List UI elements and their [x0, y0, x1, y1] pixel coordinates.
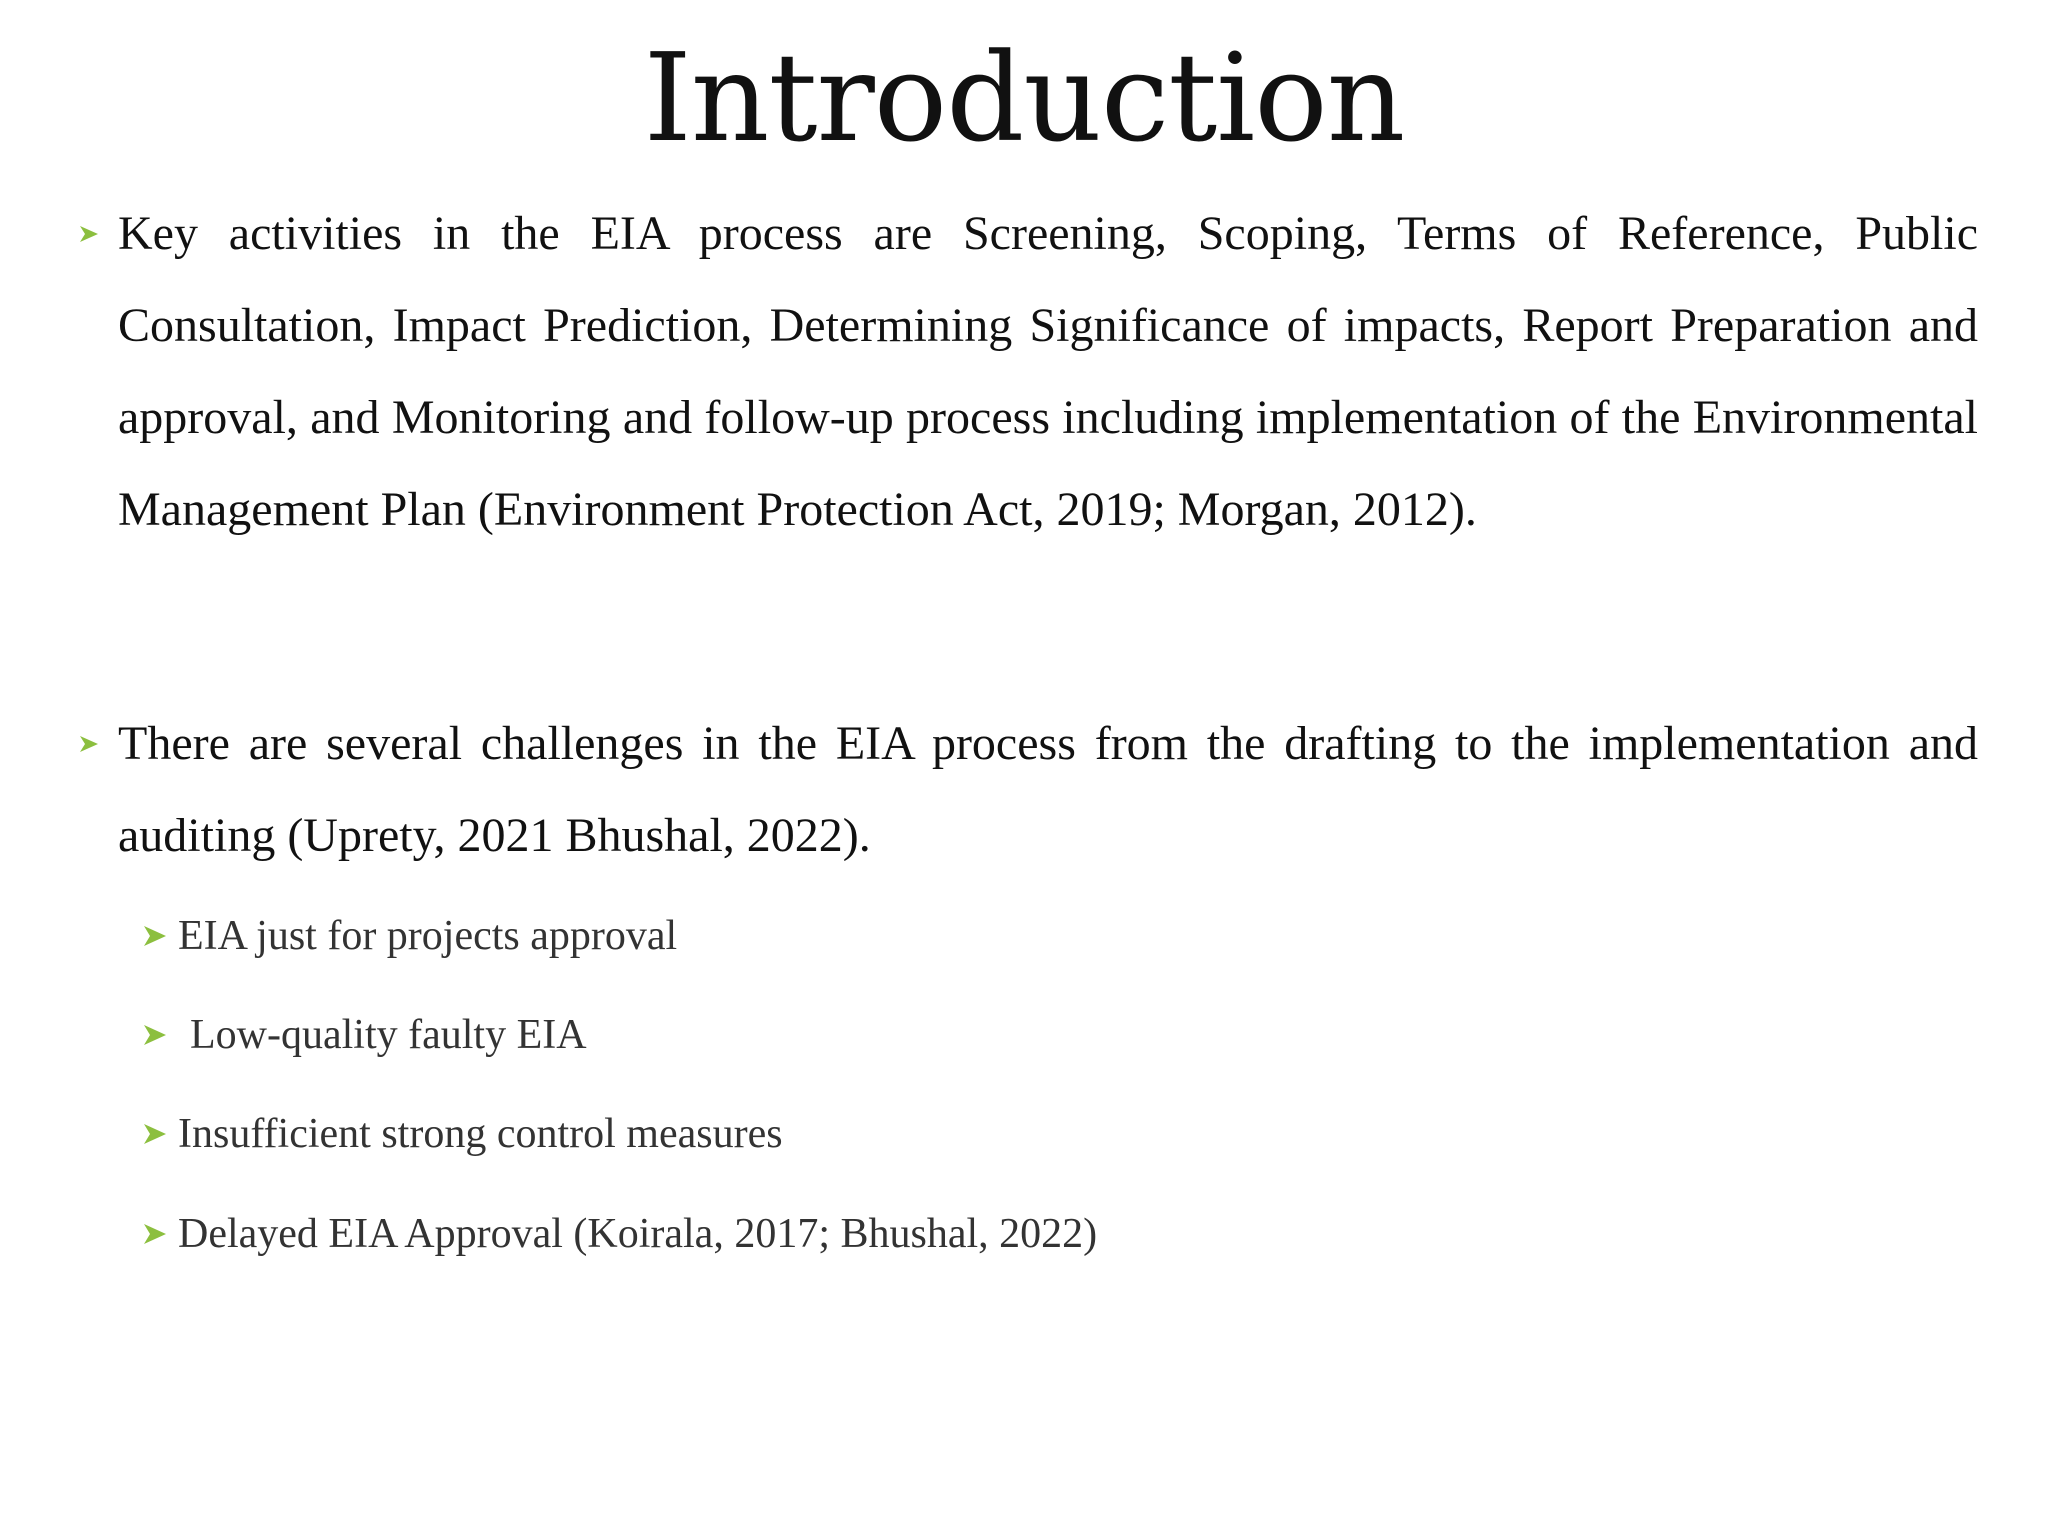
arrow-bullet-icon: [142, 1121, 178, 1147]
sub-bullet-item: [142, 1005, 1542, 1065]
arrow-bullet-icon: [142, 1221, 178, 1247]
bullet-text: Key activities in the EIA process are Screening, Scoping, Terms of Reference, Public Consultation, Impact Prediction, Determining Significance of impacts, Report Preparation and approval, and Monitoring and follow-up process including implementation of the Environmental Management Plan (Environment Protection Act, 2019; Morgan, 2012).: [118, 207, 1978, 536]
sub-bullet-text: Delayed EIA Approval (Koirala, 2017; Bhushal, 2022): [178, 1211, 1098, 1257]
sub-bullet-item: [142, 906, 1542, 966]
sub-bullet-item: [142, 1204, 1542, 1264]
sub-bullet-item: [142, 1104, 1542, 1164]
arrow-bullet-icon: [142, 923, 178, 949]
sub-bullet-text: EIA just for projects approval: [178, 913, 678, 959]
sub-bullet-text: Insufficient strong control measures: [178, 1111, 783, 1157]
arrow-bullet-icon: [142, 1022, 178, 1048]
bullet-item: [78, 698, 1978, 882]
bullet-item: [78, 188, 1978, 556]
arrow-bullet-icon: [78, 188, 118, 280]
slide-title: Introduction: [643, 27, 1405, 169]
bullet-text: There are several challenges in the EIA process from the drafting to the implementation and auditing (Uprety, 2021 Bhushal, 2022).: [118, 717, 1978, 862]
arrow-bullet-icon: [78, 698, 118, 790]
sub-bullet-text: Low-quality faulty EIA: [190, 1012, 587, 1058]
